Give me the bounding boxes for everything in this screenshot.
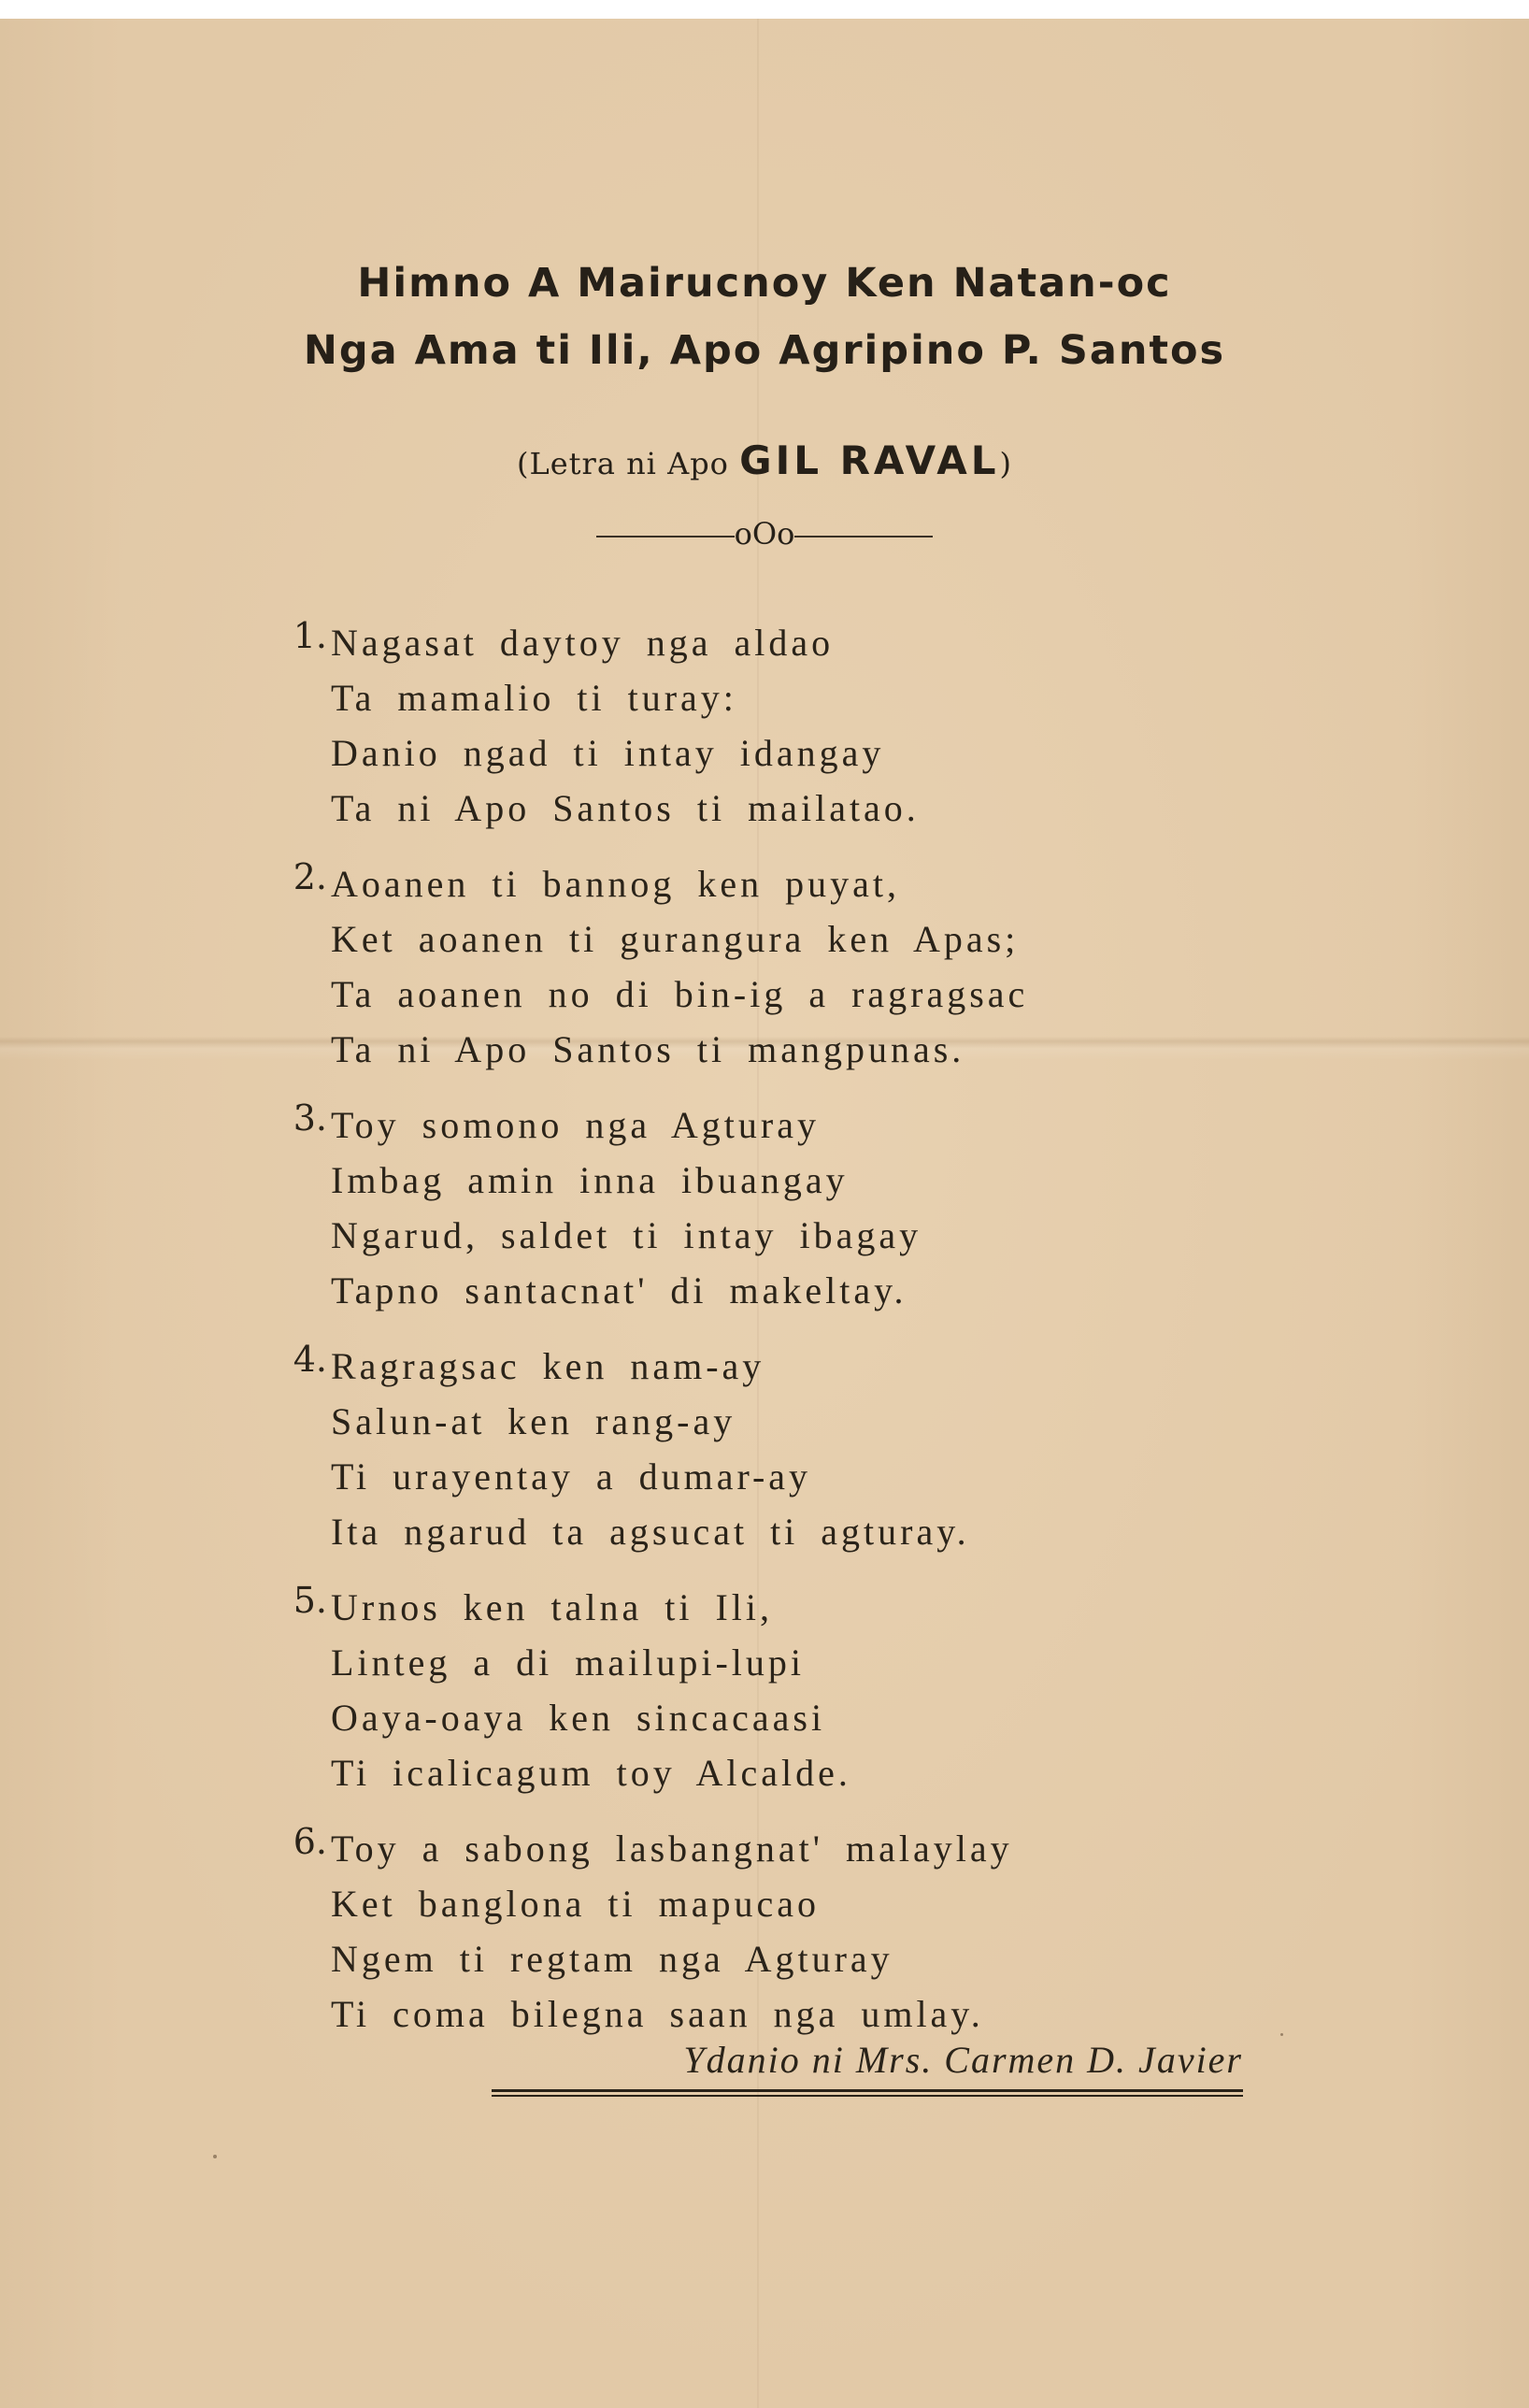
verse-line: Ti urayentay a dumar-ay: [331, 1455, 812, 1498]
paper-sheet: [0, 19, 1529, 2408]
hymn-stanzas: [271, 615, 1280, 2062]
stanza: [271, 615, 1280, 836]
music-credit: Ydanio ni Mrs. Carmen D. Javier: [683, 2039, 1243, 2081]
stanza-lines: [331, 1097, 1280, 1318]
verse-line: Ragragsac ken nam-ay: [331, 1345, 765, 1387]
verse-line: Danio ngad ti intay idangay: [331, 732, 885, 774]
verse-line: Ta aoanen no di bin-ig a ragragsac: [331, 973, 1029, 1015]
stanza-number: 6.: [293, 1821, 327, 1862]
verse-line: Ta ni Apo Santos ti mangpunas.: [331, 1028, 965, 1070]
verse-line: Ita ngarud ta agsucat ti agturay.: [331, 1511, 970, 1553]
divider-mark: oOo: [734, 516, 795, 552]
stanza: [271, 1097, 1280, 1318]
verse-line: Imbag amin inna ibuangay: [331, 1159, 849, 1201]
verse-line: Linteg a di mailupi-lupi: [331, 1641, 806, 1684]
title-line-1: Himno A Mairucnoy Ken Natan-oc: [357, 260, 1172, 307]
stanza: [271, 1339, 1280, 1559]
verse-line: Urnos ken talna ti Ili,: [331, 1586, 774, 1628]
byline-suffix: ): [999, 446, 1012, 481]
verse-line: Salun-at ken rang-ay: [331, 1400, 736, 1442]
verse-line: Ngarud, saldet ti intay ibagay: [331, 1214, 922, 1256]
stanza-lines: [331, 856, 1280, 1077]
verse-line: Toy somono nga Agturay: [331, 1104, 820, 1146]
verse-line: Aoanen ti bannog ken puyat,: [331, 863, 900, 905]
stanza: [271, 1580, 1280, 1800]
stanza-number: 5.: [293, 1580, 327, 1621]
ornamental-divider: [0, 516, 1529, 552]
stanza: [271, 1821, 1280, 2042]
stanza-lines: [331, 1339, 1280, 1559]
lyrics-byline: [0, 437, 1529, 483]
verse-line: Oaya-oaya ken sincacaasi: [331, 1697, 826, 1739]
verse-line: Toy a sabong lasbangnat' malaylay: [331, 1828, 1013, 1870]
stanza: [271, 856, 1280, 1077]
stanza-number: 4.: [293, 1339, 327, 1380]
divider-rule-left: [596, 536, 735, 538]
verse-line: Ta mamalio ti turay:: [331, 677, 737, 719]
verse-line: Ket aoanen ti gurangura ken Apas;: [331, 918, 1020, 960]
verse-line: Nagasat daytoy nga aldao: [331, 622, 835, 664]
paper-speck: [1280, 2033, 1283, 2036]
stanza-lines: [331, 1821, 1280, 2042]
lyricist-name: GIL RAVAL: [739, 437, 1000, 483]
verse-line: Ngem ti regtam nga Agturay: [331, 1938, 893, 1980]
verse-line: Ta ni Apo Santos ti mailatao.: [331, 787, 920, 829]
stanza-number: 1.: [293, 615, 327, 656]
verse-line: Ti icalicagum toy Alcalde.: [331, 1752, 851, 1794]
stanza-number: 2.: [293, 856, 327, 897]
verse-line: Ket banglona ti mapucao: [331, 1883, 820, 1925]
stanza-lines: [331, 615, 1280, 836]
verse-line: Ti coma bilegna saan nga umlay.: [331, 1993, 984, 2035]
divider-rule-right: [794, 536, 933, 538]
title-line-2: Nga Ama ti Ili, Apo Agripino P. Santos: [303, 327, 1226, 374]
byline-prefix: (Letra ni Apo: [516, 446, 740, 481]
stanza-number: 3.: [293, 1097, 327, 1139]
verse-line: Tapno santacnat' di makeltay.: [331, 1269, 907, 1312]
stanza-lines: [331, 1580, 1280, 1800]
paper-speck: [213, 2155, 217, 2158]
credit-double-rule: [492, 2089, 1243, 2097]
